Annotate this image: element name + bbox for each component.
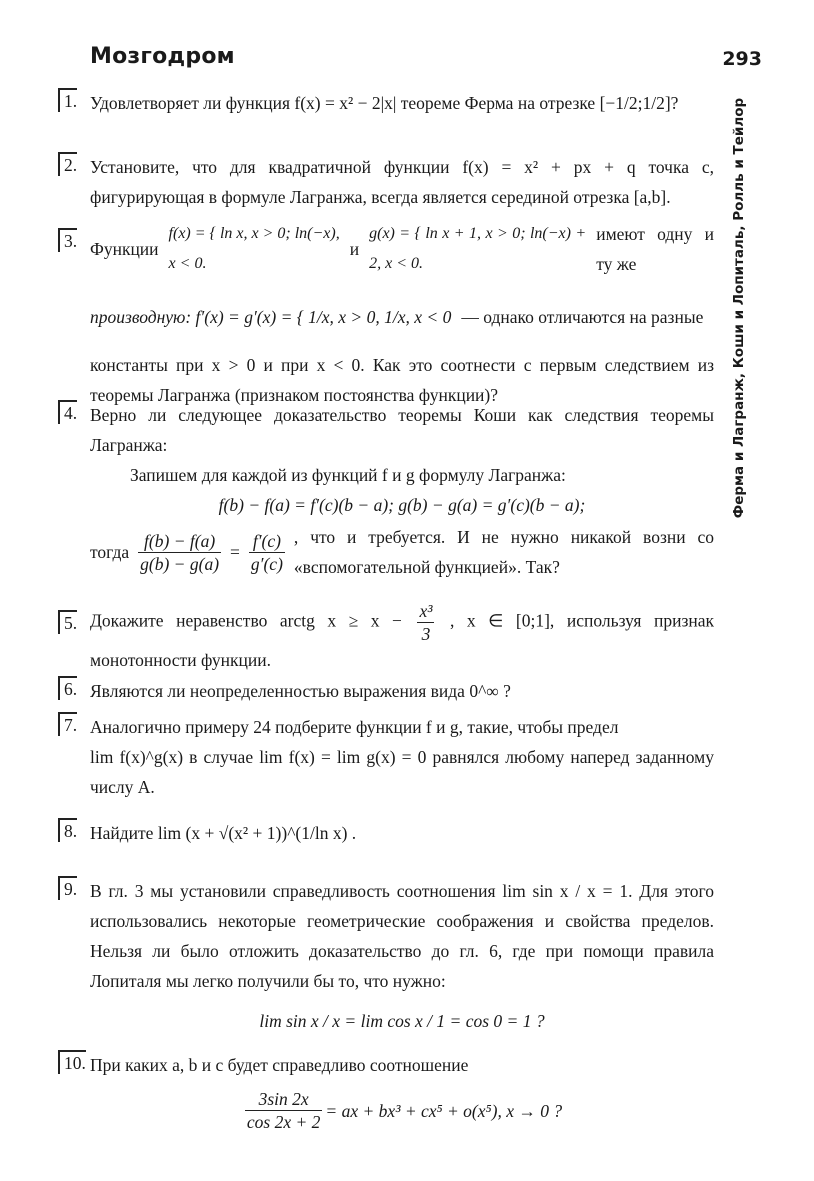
problem-6 <box>58 676 714 706</box>
problem-text-tail: , x ∈ [0;1], используя признак монотонности функции. <box>90 610 715 670</box>
problem-number: 2. <box>58 152 77 176</box>
problem-number: 9. <box>58 876 77 900</box>
problem-8 <box>58 818 714 848</box>
problem-text: При каких a, b и c будет справедливо соотношение <box>90 1055 469 1075</box>
cube-fraction: $\frac{\text{x³}}{3}$ <box>419 601 433 644</box>
problem-number: 8. <box>58 818 77 842</box>
lagrange-formula: f(b) − f(a) = f′(c)(b − a); g(b) − g(a) = g′(c)(b − a); <box>218 495 586 515</box>
problem-text: Найдите lim (x + √(x² + 1))^(1/ln x) . <box>90 823 357 843</box>
problem-5 <box>58 600 714 675</box>
problem-text: , что и требуется. И не нужно никакой возни со «вспомогательной функцией». Так? <box>293 527 714 577</box>
limit-line: lim f(x)^g(x) в случае lim f(x) = lim g(x) = 0 равнялся любому наперед заданному числу A. <box>90 747 714 797</box>
problem-text: Верно ли следующее доказательство теоремы Коши как следствия теоремы Лагранжа: <box>90 405 714 455</box>
problem-number: 3. <box>58 228 77 252</box>
problem-10 <box>58 1050 714 1133</box>
f-definition: f(x) = { ln x, x > 0; ln(−x), x < 0. <box>168 225 340 272</box>
problem-1 <box>58 88 714 118</box>
page-number: 293 <box>722 48 762 70</box>
side-running-title: Ферма и Лагранж, Коши и Лопиталь, Ролль и Тейлор <box>731 97 747 519</box>
then-word: тогда <box>90 542 130 562</box>
problem-lead: Функции <box>90 239 159 259</box>
expansion-formula: = ax + bx³ + cx⁵ + o(x⁵), x → 0 ? <box>325 1100 563 1121</box>
problem-text: В гл. 3 мы установили справедливость соотношения lim sin x / x = 1. Для этого использовались некоторые геометрические соображения и свойства пределов. Нельзя ли было отложить доказательство до гл. 6, где при помощи правила Лопиталя мы легко получили бы то, что нужно: <box>90 881 714 991</box>
g-definition: g(x) = { ln x + 1, x > 0; ln(−x) + 2, x < 0. <box>369 225 587 272</box>
problem-tail: имеют одну и ту же <box>596 224 714 274</box>
problem-number: 5. <box>58 610 77 634</box>
problem-text: Удовлетворяет ли функция f(x) = x² − 2|x| теореме Ферма на отрезке [−1/2;1/2]? <box>90 93 679 113</box>
sine-fraction: $\frac{3\sin 2x}{\cos 2x + 2}$ <box>246 1089 321 1132</box>
problem-4: 4. Верно ли следующее доказательство теоремы Коши как следствия теоремы Лагранжа: Запишем для каждой из функций f и g формулу Лагранжа: f(b) − f(a) = f′(c)(b − a); g(b) − g(a) = g′(c)(b − a); тогда $\frac{f(b) - f(a)}{g(b) - g(a)}$ = $\frac{f'(c)}{g'(c)}$ , что и требуется. И не нужно никакой возни со «вспомогательной функцией». Так? <box>58 400 714 582</box>
lhopital-formula: lim sin x / x = lim cos x / 1 = cos 0 = 1 ? <box>259 1011 545 1031</box>
problem-text: Являются ли неопределенностью выражения вида 0^∞ ? <box>90 681 511 701</box>
problem-line: Запишем для каждой из функций f и g формулу Лагранжа: <box>130 465 566 485</box>
problem-2 <box>58 152 714 212</box>
ratio-fraction-left: $\frac{f(b) - f(a)}{g(b) - g(a)}$ <box>140 530 220 574</box>
problem-number: 1. <box>58 88 77 112</box>
problem-3 <box>58 218 714 410</box>
problem-number: 6. <box>58 676 77 700</box>
ratio-fraction-right: $\frac{f'(c)}{g'(c)}$ <box>250 530 283 574</box>
page-header-title: Мозгодром <box>90 44 235 69</box>
problem-7 <box>58 712 714 802</box>
problem-number: 4. <box>58 400 77 424</box>
derivative-tail: — однако отличаются на разные <box>461 307 704 327</box>
derivative-definition: производную: f′(x) = g′(x) = { 1/x, x > 0, 1/x, x < 0 <box>90 307 452 327</box>
problem-number: 10. <box>58 1050 86 1074</box>
problem-text: Докажите неравенство arctg x ≥ x − <box>90 610 402 631</box>
problem-text: Установите, что для квадратичной функции f(x) = x² + px + q точка c, фигурирующая в формуле Лагранжа, всегда является серединой отрезка [a,b]. <box>90 157 714 207</box>
problem-text: Аналогично примеру 24 подберите функции f и g, такие, чтобы предел <box>90 717 619 737</box>
and-word: и <box>349 239 360 259</box>
problem-text: константы при x > 0 и при x < 0. Как это соотнести с первым следствием из теоремы Лагранжа (признаком постоянства функции)? <box>90 355 714 405</box>
problem-9 <box>58 876 714 1036</box>
problem-number: 7. <box>58 712 77 736</box>
